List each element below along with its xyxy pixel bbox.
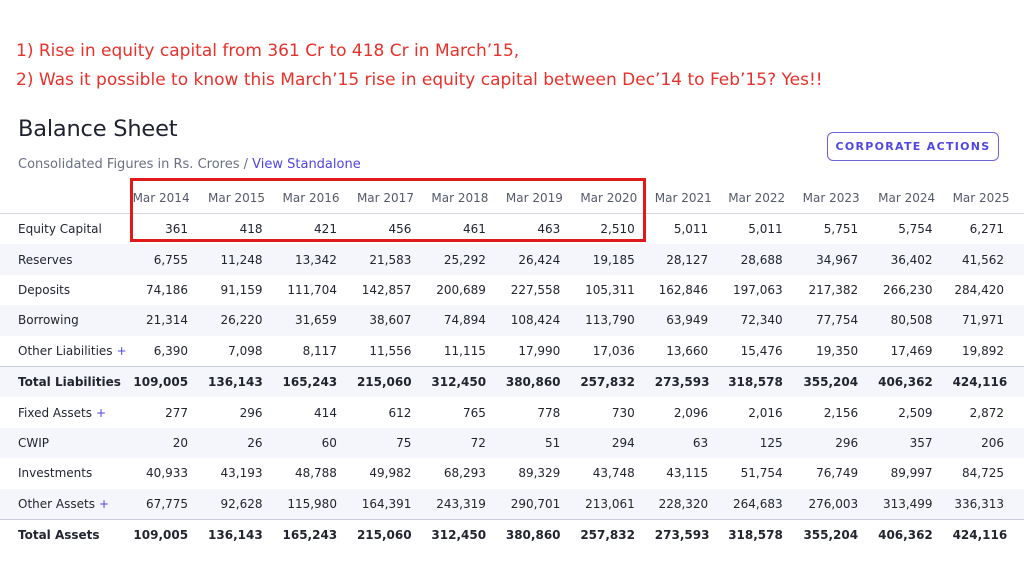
table-cell: 277 (165, 405, 189, 420)
subtitle-text: Consolidated Figures in Rs. Crores / (18, 157, 253, 172)
table-cell: 48,788 (294, 466, 337, 481)
table-cell: 312,450 (431, 519, 505, 550)
table-cell: 125 (728, 428, 802, 458)
table-cell: 355,204 (803, 519, 878, 550)
table-cell: 5,751 (823, 222, 859, 237)
header-row (0, 183, 1024, 214)
table-cell: 406,362 (878, 519, 952, 550)
annotation-line-1: 1) Rise in equity capital from 361 Cr to 418 Cr in March’15, (16, 41, 520, 61)
column-header: Mar 2020 (580, 183, 654, 214)
row-label-cell (0, 305, 133, 335)
table-cell: 31,659 (283, 305, 357, 335)
table-cell: 25,292 (431, 244, 505, 274)
table-cell: 38,607 (357, 305, 431, 335)
table-row[interactable] (0, 336, 1024, 367)
table-cell: 108,424 (506, 305, 580, 335)
table-cell: 80,508 (878, 305, 952, 335)
table-cell: 105,311 (585, 282, 635, 297)
column-header: Mar 2024 (878, 183, 952, 214)
table-row (0, 305, 1024, 335)
row-label: Total Assets (18, 528, 100, 543)
table-cell: 77,754 (803, 305, 878, 335)
table-cell: 75 (357, 428, 431, 458)
table-cell: 456 (388, 222, 412, 237)
table-cell: 28,688 (728, 244, 802, 274)
expand-plus-icon[interactable]: + (98, 496, 110, 511)
column-header: Mar 2023 (803, 183, 878, 214)
row-label: CWIP (18, 435, 50, 450)
table-cell: 5,754 (898, 222, 933, 237)
corporate-actions-button[interactable]: CORPORATE ACTIONS (827, 132, 999, 161)
table-cell: 273,593 (655, 366, 728, 397)
table-cell: 67,775 (133, 489, 208, 520)
column-header: Mar 2017 (357, 183, 431, 214)
table-cell: 197,063 (733, 282, 783, 297)
table-cell: 2,016 (748, 405, 783, 420)
table-cell: 71,971 (953, 305, 1024, 335)
table-cell: 17,036 (592, 343, 635, 358)
column-header: Mar 2022 (728, 183, 802, 214)
table-cell: 19,185 (580, 244, 654, 274)
table-row (0, 519, 1024, 550)
table-cell: 43,115 (666, 466, 709, 481)
table-cell: 361 (165, 222, 189, 237)
table-cell: 2,872 (969, 405, 1004, 420)
table-row (0, 275, 1024, 305)
table-cell: 43,193 (220, 466, 263, 481)
column-header: Mar 2015 (208, 183, 282, 214)
table-cell: 136,143 (208, 519, 282, 550)
table-cell: 312,450 (431, 366, 505, 397)
table-cell: 778 (537, 405, 561, 420)
table-cell: 26,424 (506, 244, 580, 274)
table-cell: 215,060 (357, 519, 431, 550)
table-cell: 51 (506, 428, 580, 458)
row-label: Other Assets (18, 496, 95, 511)
table-cell: 357 (878, 428, 952, 458)
expand-plus-icon[interactable]: + (95, 405, 107, 420)
table-cell: 414 (314, 405, 337, 420)
row-label: Deposits (18, 282, 71, 297)
table-cell: 51,754 (740, 466, 783, 481)
table-cell: 290,701 (506, 489, 580, 520)
table-cell: 418 (239, 222, 263, 237)
table-cell: 294 (580, 428, 654, 458)
table-cell: 612 (388, 405, 412, 420)
table-cell: 49,982 (369, 466, 412, 481)
table-cell: 28,127 (655, 244, 728, 274)
table-cell: 15,476 (740, 343, 783, 358)
row-label-cell[interactable] (0, 489, 133, 520)
table-cell: 5,011 (673, 222, 709, 237)
table-cell: 63 (655, 428, 728, 458)
table-cell: 89,997 (890, 466, 933, 481)
row-label-cell[interactable] (0, 397, 133, 427)
table-cell: 296 (803, 428, 878, 458)
table-cell: 380,860 (506, 519, 580, 550)
table-cell: 162,846 (658, 282, 709, 297)
table-cell: 257,832 (580, 366, 654, 397)
table-cell: 72,340 (728, 305, 802, 335)
table-cell: 115,980 (283, 489, 357, 520)
table-cell: 2,509 (898, 405, 933, 420)
table-cell: 74,186 (146, 282, 189, 297)
table-cell: 6,755 (133, 244, 208, 274)
table-cell: 17,469 (890, 343, 933, 358)
table-row[interactable] (0, 489, 1024, 520)
table-cell: 318,578 (728, 366, 802, 397)
row-label-cell (0, 214, 133, 245)
table-cell: 165,243 (283, 366, 357, 397)
table-cell: 164,391 (357, 489, 431, 520)
table-cell: 91,159 (220, 282, 263, 297)
table-cell: 2,510 (600, 222, 635, 237)
table-cell: 6,271 (969, 222, 1004, 237)
row-label: Other Liabilities (18, 343, 113, 358)
column-header: Mar 2019 (506, 183, 580, 214)
column-header: Mar 2025 (953, 183, 1024, 214)
table-row (0, 244, 1024, 274)
column-header: Mar 2016 (283, 183, 357, 214)
column-header: Mar 2018 (431, 183, 505, 214)
table-cell: 7,098 (228, 343, 263, 358)
table-cell: 74,894 (431, 305, 505, 335)
table-cell: 11,556 (369, 343, 412, 358)
page-title: Balance Sheet (18, 116, 178, 142)
table-cell: 5,011 (748, 222, 783, 237)
column-header: Mar 2021 (655, 183, 728, 214)
table-cell: 26,220 (208, 305, 282, 335)
table-cell: 89,329 (518, 466, 561, 481)
annotation-line-2: 2) Was it possible to know this March’15 rise in equity capital between Dec’14 to Feb’15? Yes!! (16, 70, 823, 90)
table-cell: 19,892 (962, 343, 1004, 358)
table-body (0, 214, 1024, 551)
table-cell: 380,860 (506, 366, 580, 397)
table-cell: 730 (611, 405, 635, 420)
table-cell: 165,243 (283, 519, 357, 550)
row-label-cell[interactable] (0, 336, 133, 367)
row-label: Investments (18, 466, 93, 481)
table-cell: 109,005 (133, 366, 208, 397)
table-cell: 11,248 (208, 244, 282, 274)
table-cell: 266,230 (882, 282, 933, 297)
table-cell: 26 (208, 428, 282, 458)
table-row (0, 214, 1024, 245)
table-row[interactable] (0, 397, 1024, 427)
table-cell: 461 (462, 222, 486, 237)
table-cell: 113,790 (580, 305, 654, 335)
table-cell: 19,350 (816, 343, 859, 358)
table-cell: 406,362 (878, 366, 952, 397)
table-cell: 421 (314, 222, 337, 237)
row-label: Fixed Assets (18, 405, 92, 420)
balance-sheet-table (0, 183, 1024, 550)
table-cell: 6,390 (153, 343, 189, 358)
table-cell: 72 (431, 428, 505, 458)
table-cell: 424,116 (953, 366, 1024, 397)
table-row (0, 458, 1024, 488)
table-cell: 296 (239, 405, 263, 420)
row-label-cell (0, 428, 133, 458)
table-cell: 136,143 (208, 366, 282, 397)
table-cell: 36,402 (878, 244, 952, 274)
table-cell: 2,096 (673, 405, 709, 420)
table-cell: 313,499 (878, 489, 952, 520)
table-cell: 111,704 (287, 282, 337, 297)
table-cell: 68,293 (443, 466, 486, 481)
table-cell: 41,562 (953, 244, 1024, 274)
table-cell: 109,005 (133, 519, 208, 550)
row-label-cell (0, 366, 133, 397)
table-cell: 34,967 (803, 244, 878, 274)
table-cell: 200,689 (436, 282, 486, 297)
table-cell: 336,313 (953, 489, 1024, 520)
row-label-cell (0, 275, 133, 305)
row-label: Reserves (18, 252, 73, 267)
table-cell: 276,003 (803, 489, 878, 520)
row-label: Equity Capital (18, 222, 102, 237)
table-cell: 60 (283, 428, 357, 458)
row-label: Total Liabilities (18, 375, 121, 390)
header-label-cell (0, 183, 133, 214)
table-cell: 257,832 (580, 519, 654, 550)
expand-plus-icon[interactable]: + (116, 343, 127, 358)
table-cell: 228,320 (655, 489, 728, 520)
table-cell: 2,156 (823, 405, 859, 420)
table-cell: 206 (953, 428, 1024, 458)
column-header: Mar 2014 (133, 183, 208, 214)
view-standalone-link[interactable]: View Standalone (252, 157, 361, 172)
table-cell: 217,382 (808, 282, 859, 297)
table-cell: 17,990 (518, 343, 561, 358)
table-cell: 227,558 (510, 282, 561, 297)
table-cell: 92,628 (208, 489, 282, 520)
table-cell: 13,660 (666, 343, 709, 358)
table-cell: 43,748 (592, 466, 635, 481)
annotation-notes (16, 37, 823, 95)
table-cell: 63,949 (655, 305, 728, 335)
table-cell: 13,342 (283, 244, 357, 274)
table-cell: 318,578 (728, 519, 802, 550)
table-cell: 284,420 (954, 282, 1004, 297)
table-cell: 84,725 (962, 466, 1004, 481)
table-cell: 21,583 (357, 244, 431, 274)
table-cell: 243,319 (431, 489, 505, 520)
row-label: Borrowing (18, 313, 79, 328)
row-label-cell (0, 519, 133, 550)
table-cell: 215,060 (357, 366, 431, 397)
table-cell: 355,204 (803, 366, 878, 397)
table-cell: 213,061 (580, 489, 654, 520)
row-label-cell (0, 458, 133, 488)
table-cell: 463 (537, 222, 561, 237)
table-cell: 765 (462, 405, 486, 420)
table-cell: 40,933 (146, 466, 189, 481)
table-cell: 142,857 (361, 282, 412, 297)
table-cell: 424,116 (953, 519, 1024, 550)
table-cell: 11,115 (443, 343, 486, 358)
table-cell: 264,683 (728, 489, 802, 520)
table-cell: 21,314 (133, 305, 208, 335)
table-row (0, 428, 1024, 458)
subtitle (18, 157, 361, 172)
table-cell: 76,749 (816, 466, 859, 481)
table-cell: 20 (133, 428, 208, 458)
row-label-cell (0, 244, 133, 274)
table-row (0, 366, 1024, 397)
table-cell: 273,593 (655, 519, 728, 550)
table-cell: 8,117 (302, 343, 337, 358)
